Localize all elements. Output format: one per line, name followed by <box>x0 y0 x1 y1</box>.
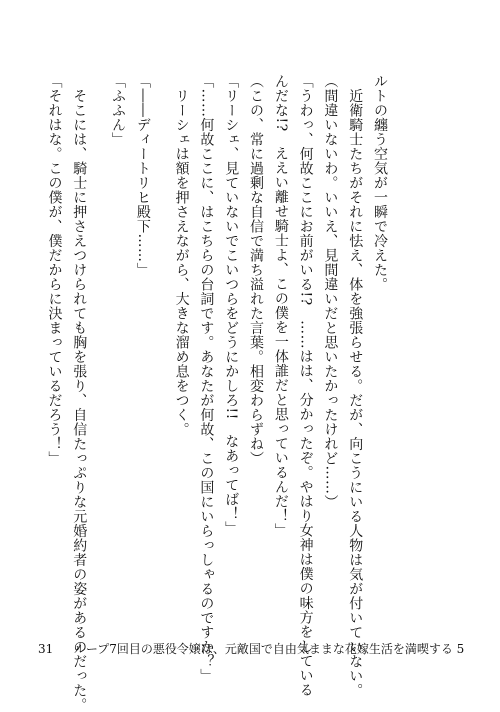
text-line-14: そこには、騎士に押さえつけられても胸を張り、自信たっぷりな元婚約者の姿があるのだった。 <box>71 74 88 712</box>
text-line-12: 「ふふん」 <box>110 74 127 147</box>
text-line-6: （この、常に過剰な自信で満ち溢れた言葉。相変わらずね） <box>248 74 265 466</box>
blank-line <box>155 74 169 619</box>
page-footer <box>38 640 464 657</box>
text-line-3: （間違いないわ。いいえ、見間違いだと思いたかったけれど……） <box>322 74 339 509</box>
page-number: 31 <box>38 642 54 656</box>
text-line-9: リーシェは額を押さえながら、大きな溜め息をつく。 <box>173 74 190 437</box>
blank-line <box>91 74 105 619</box>
text-line-1: ルトの纏う空気が一瞬で冷えた。 <box>372 74 388 292</box>
text-line-11: 「――ディートリヒ殿下……」 <box>134 74 151 277</box>
text-line-7: 「リーシェ、見ていないでこいつらをどうにかしろ!! なあってば！」 <box>223 74 240 536</box>
text-line-8: 「……何故ここに、はこちらの台詞です。あなたが何故、この国にいらっしゃるのですか？」 <box>198 74 215 683</box>
running-title: ループ7回目の悪役令嬢は、元敵国で自由気ままな花嫁生活を満喫する 5 <box>73 642 465 656</box>
text-line-5: んだな!? ええい離せ騎士よ、この僕を一体誰だと思っているんだ！」 <box>272 74 289 538</box>
text-line-4: 「うわっ、何故ここにお前がいる!? ……はは、分かったぞ。やはり女神は僕の味方をしている <box>297 74 314 698</box>
text-line-2: 近衛騎士たちがそれに怯え、体を強張らせる。だが、向こうにいる人物は気が付いていない。 <box>347 74 364 698</box>
text-line-15: 「それはな。この僕が、僕だからに決まっているだろう！」 <box>46 74 63 466</box>
